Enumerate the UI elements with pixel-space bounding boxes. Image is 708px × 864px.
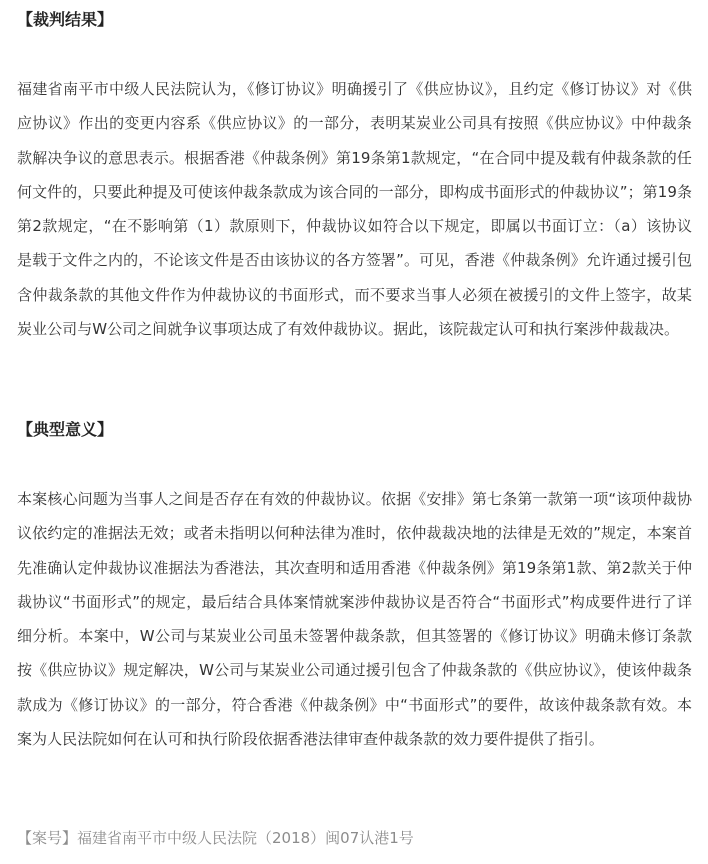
typical-significance-paragraph: 本案核心问题为当事人之间是否存在有效的仲裁协议。依据《安排》第七条第一款第一项“该项仲裁协议依约定的准据法无效；或者未指明以何种法律为准时，依仲裁裁决地的法律是无效的”规定，本案首先准确认定仲裁协议准据法为香港法，其次查明和适用香港《仲裁条例》第19条第1款、第2款关于仲裁协议“书面形式”的规定，最后结合具体案情就案涉仲裁协议是否符合“书面形式”构成要件进行了详细分析。本案中，W公司与某炭业公司虽未签署仲裁条款，但其签署的《修订协议》明确未修订条款按《供应协议》规定解决，W公司与某炭业公司通过援引包含了仲裁条款的《供应协议》，使该仲裁条款成为《修订协议》的一部分，符合香港《仲裁条例》中“书面形式”的要件，故该仲裁条款有效。本案为人民法院如何在认可和执行阶段依据香港法律审查仲裁条款的效力要件提供了指引。	[17, 490, 692, 749]
case-number: 【案号】福建省南平市中级人民法院（2018）闽07认港1号	[17, 829, 414, 847]
section-heading-typical-significance: 【典型意义】	[17, 420, 114, 439]
judgment-result-paragraph: 福建省南平市中级人民法院认为，《修订协议》明确援引了《供应协议》，且约定《修订协议》对《供应协议》作出的变更内容系《供应协议》的一部分，表明某炭业公司具有按照《供应协议》中仲裁条款解决争议的意思表示。根据香港《仲裁条例》第19条第1款规定，“在合同中提及载有仲裁条款的任何文件的，只要此种提及可使该仲裁条款成为该合同的一部分，即构成书面形式的仲裁协议”；第19条第2款规定，“在不影响第（1）款原则下，仲裁协议如符合以下规定，即属以书面订立：（a）该协议是载于文件之内的，不论该文件是否由该协议的各方签署”。可见，香港《仲裁条例》允许通过援引包含仲裁条款的其他文件作为仲裁协议的书面形式，而不要求当事人必须在被援引的文件上签字，故某炭业公司与W公司之间就争议事项达成了有效仲裁协议。据此，该院裁定认可和执行案涉仲裁裁决。	[17, 80, 692, 339]
section-heading-judgment-result: 【裁判结果】	[17, 10, 114, 29]
